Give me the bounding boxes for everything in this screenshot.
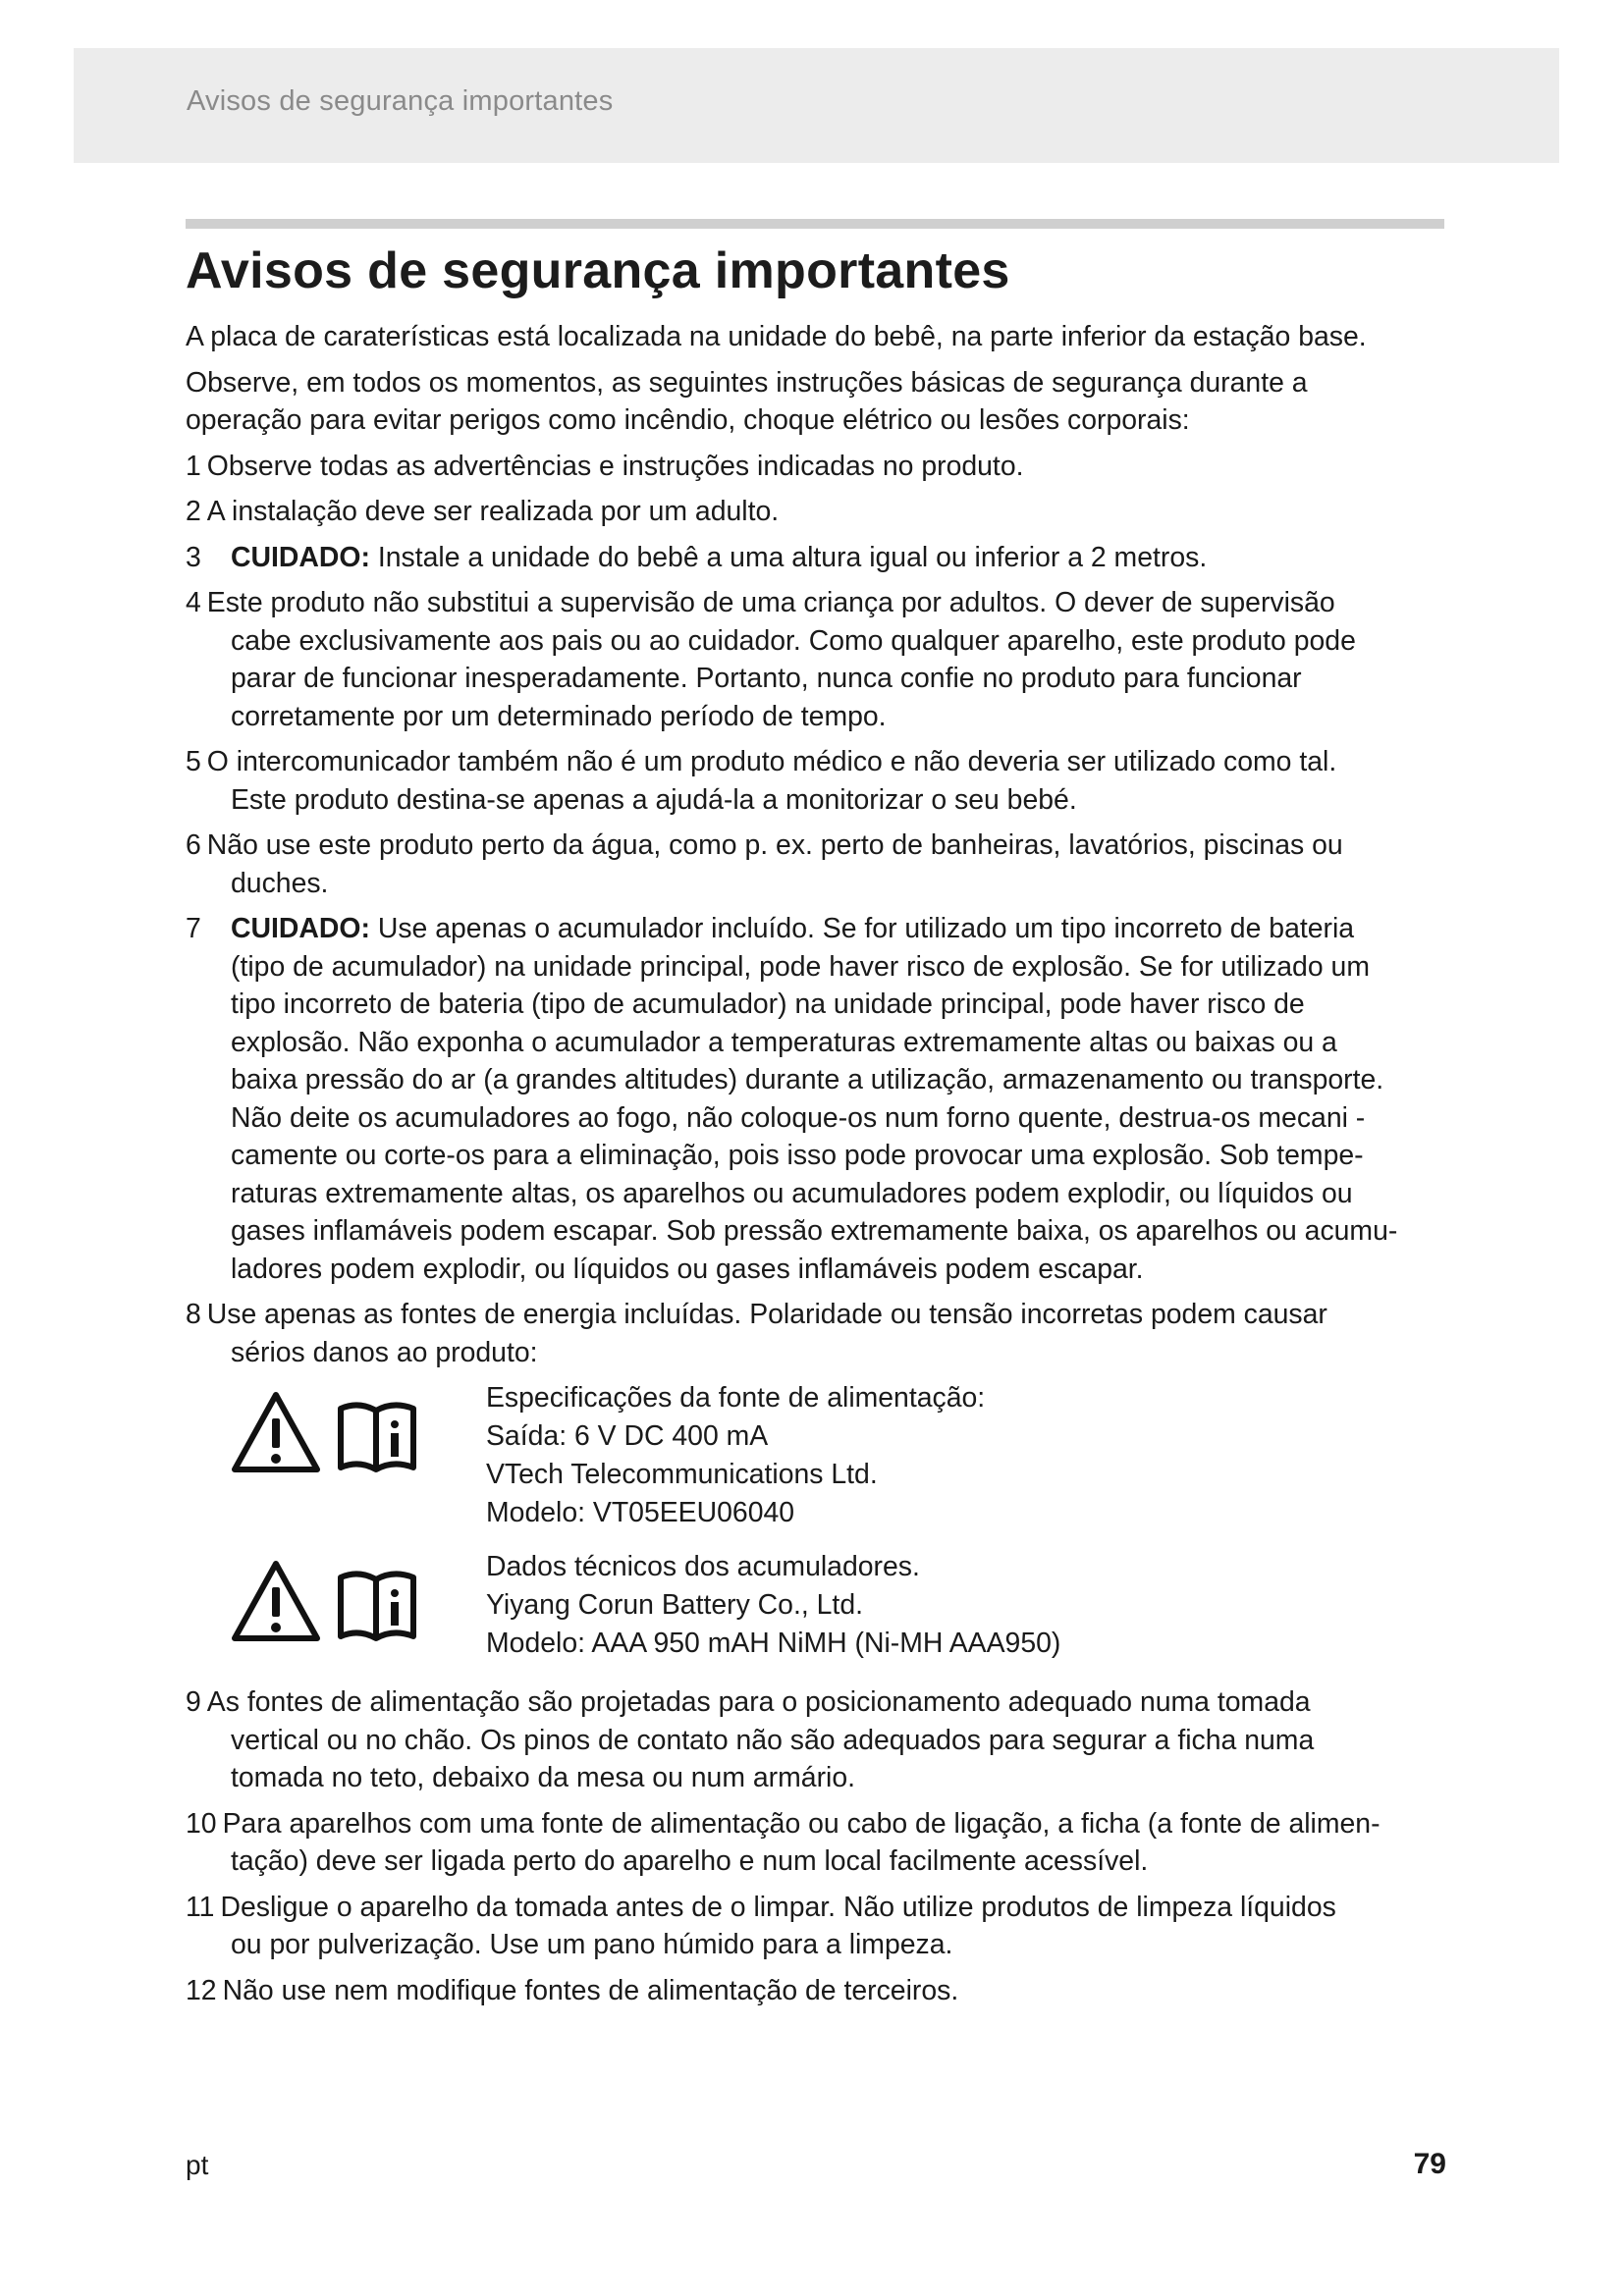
running-header: [74, 48, 1559, 163]
power-spec-text: [486, 1379, 985, 1532]
caution-label: CUIDADO:: [231, 913, 370, 944]
safety-item-text: Este produto destina-se apenas a ajudá-la a monitorizar o seu bebé.: [231, 783, 1077, 816]
power-spec-block: [186, 1379, 1447, 1548]
safety-item-text: Não use nem modifique fontes de alimentação de terceiros.: [222, 1974, 959, 2006]
intro-line: operação para evitar perigos como incêndio, choque elétrico ou lesões corporais:: [186, 404, 1190, 436]
safety-item: [186, 539, 1447, 577]
safety-item-text: camente ou corte-os para a eliminação, pois isso pode provocar uma explosão. Sob tempe-: [231, 1140, 1364, 1171]
safety-item: [186, 1972, 1447, 2010]
safety-item-line: [186, 448, 1447, 486]
safety-item-line: [186, 1759, 1447, 1797]
intro-paragraph-1: A placa de caraterísticas está localizada na unidade do bebê, na parte inferior da estação base.: [186, 321, 1367, 352]
safety-item-line: [186, 539, 1447, 577]
intro-paragraph-2: [186, 364, 1447, 440]
safety-item-text: Use apenas o acumulador incluído. Se for utilizado um tipo incorreto de bateria: [377, 913, 1355, 944]
safety-item-number: 2: [186, 496, 201, 527]
safety-list-continued: [186, 1683, 1447, 2009]
safety-item-number: 11: [186, 1891, 215, 1923]
safety-item-line: [186, 1926, 1447, 1964]
safety-item-line: [186, 698, 1447, 736]
safety-item-line: [186, 660, 1447, 698]
safety-item-number: 7: [186, 913, 201, 944]
safety-item-line: [186, 1296, 1447, 1334]
spec-line: Especificações da fonte de alimentação:: [486, 1382, 986, 1414]
safety-item-line: [186, 1061, 1447, 1099]
safety-item-line: [186, 1099, 1447, 1138]
footer-language: pt: [186, 2150, 209, 2180]
safety-item: [186, 1805, 1447, 1881]
power-spec-icons: [231, 1389, 427, 1477]
safety-item-text: Observe todas as advertências e instruções indicadas no produto.: [206, 450, 1024, 482]
page-title: Avisos de segurança importantes: [186, 242, 1010, 299]
safety-item-number: 5: [186, 746, 201, 777]
safety-item-text: explosão. Não exponha o acumulador a temperaturas extremamente altas ou baixas ou a: [231, 1026, 1337, 1058]
safety-item-text: Para aparelhos com uma fonte de alimentação ou cabo de ligação, a ficha (a fonte de alimen-: [222, 1807, 1380, 1840]
safety-item-text: sérios danos ao produto:: [231, 1336, 538, 1368]
safety-item-line: [186, 827, 1447, 865]
safety-item-text: duches.: [231, 867, 329, 899]
read-manual-icon: [341, 1405, 413, 1469]
safety-item-text: parar de funcionar inesperadamente. Portanto, nunca confie no produto para funcionar: [231, 663, 1302, 694]
read-manual-icon: [341, 1574, 413, 1638]
safety-item-number: 10: [186, 1807, 217, 1840]
safety-item-line: [186, 1251, 1447, 1289]
battery-spec-icons: [231, 1558, 427, 1646]
safety-item-line: [186, 1334, 1447, 1372]
safety-item-line: [186, 1842, 1447, 1881]
warning-triangle-icon: [235, 1395, 317, 1469]
safety-item-line: [186, 1722, 1447, 1760]
safety-item-line: [186, 1212, 1447, 1251]
safety-item: [186, 448, 1447, 486]
safety-item-line: [186, 1683, 1447, 1722]
safety-item-line: [186, 1889, 1447, 1927]
safety-item-number: 9: [186, 1686, 201, 1718]
safety-item-text: (tipo de acumulador) na unidade principal, pode haver risco de explosão. Se for utilizado um: [231, 950, 1370, 983]
safety-item-text: Não deite os acumuladores ao fogo, não coloque-os num forno quente, destrua-os mecani -: [231, 1101, 1366, 1134]
safety-item: [186, 584, 1447, 735]
safety-item: [186, 1296, 1447, 1371]
safety-item-line: [186, 584, 1447, 622]
safety-item-text: Não use este produto perto da água, como p. ex. perto de banheiras, lavatórios, piscinas ou: [206, 829, 1343, 861]
safety-item-line: [186, 910, 1447, 948]
safety-item: [186, 910, 1447, 1288]
spec-line: Yiyang Corun Battery Co., Ltd.: [486, 1589, 863, 1621]
safety-item-text: tomada no teto, debaixo da mesa ou num armário.: [231, 1762, 856, 1793]
safety-item-text: Instale a unidade do bebê a uma altura igual ou inferior a 2 metros.: [377, 541, 1208, 573]
safety-item-text: raturas extremamente altas, os aparelhos ou acumuladores podem explodir, ou líquidos ou: [231, 1177, 1353, 1209]
safety-item-text: corretamente por um determinado período de tempo.: [231, 700, 887, 732]
safety-item-line: [186, 865, 1447, 903]
battery-spec-block: [186, 1548, 1447, 1683]
intro-line: Observe, em todos os momentos, as seguintes instruções básicas de segurança durante a: [186, 366, 1308, 399]
spec-line: VTech Telecommunications Ltd.: [486, 1459, 878, 1490]
safety-item-number: 8: [186, 1299, 201, 1330]
safety-item: [186, 1683, 1447, 1797]
safety-item-text: As fontes de alimentação são projetadas para o posicionamento adequado numa tomada: [206, 1686, 1311, 1718]
warning-triangle-icon: [235, 1564, 317, 1638]
page-number: 79: [1413, 2148, 1446, 2180]
safety-item-text: tação) deve ser ligada perto do aparelho e num local facilmente acessível.: [231, 1845, 1149, 1877]
safety-item-text: Use apenas as fontes de energia incluídas. Polaridade ou tensão incorretas podem causar: [206, 1299, 1327, 1330]
safety-item-line: [186, 493, 1447, 531]
safety-item-text: ladores podem explodir, ou líquidos ou gases inflamáveis podem escapar.: [231, 1253, 1144, 1285]
safety-item: [186, 743, 1447, 819]
safety-item-number: 4: [186, 587, 201, 618]
safety-item: [186, 493, 1447, 531]
spec-line: Saída: 6 V DC 400 mA: [486, 1420, 769, 1452]
battery-spec-text: [486, 1548, 1060, 1663]
safety-item-text: baixa pressão do ar (a grandes altitudes) durante a utilização, armazenamento ou transporte.: [231, 1064, 1384, 1095]
safety-item-text: A instalação deve ser realizada por um adulto.: [206, 496, 780, 527]
safety-item-line: [186, 1175, 1447, 1213]
safety-item-line: [186, 948, 1447, 987]
spec-line: Dados técnicos dos acumuladores.: [486, 1551, 920, 1582]
content: [186, 318, 1447, 2017]
safety-item-line: [186, 1805, 1447, 1843]
safety-item-line: [186, 986, 1447, 1024]
safety-item-text: tipo incorreto de bateria (tipo de acumulador) na unidade principal, pode haver risco de: [231, 988, 1305, 1020]
safety-item-line: [186, 1972, 1447, 2010]
safety-item-number: 6: [186, 829, 201, 861]
safety-item-text: vertical ou no chão. Os pinos de contato não são adequados para segurar a ficha numa: [231, 1724, 1315, 1756]
safety-item-text: gases inflamáveis podem escapar. Sob pressão extremamente baixa, os aparelhos ou acumu-: [231, 1215, 1398, 1247]
safety-item-line: [186, 1024, 1447, 1062]
safety-item-line: [186, 1137, 1447, 1175]
caution-label: CUIDADO:: [231, 541, 370, 573]
safety-item: [186, 1889, 1447, 1964]
running-header-title: Avisos de segurança importantes: [187, 85, 614, 117]
safety-item-line: [186, 781, 1447, 820]
safety-item-number: 1: [186, 450, 201, 482]
safety-item-line: [186, 743, 1447, 781]
spec-line: Modelo: AAA 950 mAH NiMH (Ni-MH AAA950): [486, 1628, 1061, 1659]
safety-item-number: 3: [186, 541, 201, 573]
safety-item-text: ou por pulverização. Use um pano húmido para a limpeza.: [231, 1929, 953, 1960]
safety-item-text: Este produto não substitui a supervisão de uma criança por adultos. O dever de supervisão: [206, 587, 1335, 618]
safety-item-line: [186, 622, 1447, 661]
safety-item-text: Desligue o aparelho da tomada antes de o limpar. Não utilize produtos de limpeza líquidos: [220, 1891, 1336, 1923]
safety-item-text: O intercomunicador também não é um produto médico e não deveria ser utilizado como tal.: [206, 746, 1337, 777]
safety-list: [186, 448, 1447, 1372]
title-rule: [186, 219, 1444, 229]
safety-item-text: cabe exclusivamente aos pais ou ao cuidador. Como qualquer aparelho, este produto pode: [231, 624, 1356, 657]
safety-item-number: 12: [186, 1974, 217, 2006]
spec-line: Modelo: VT05EEU06040: [486, 1497, 795, 1528]
safety-item: [186, 827, 1447, 902]
